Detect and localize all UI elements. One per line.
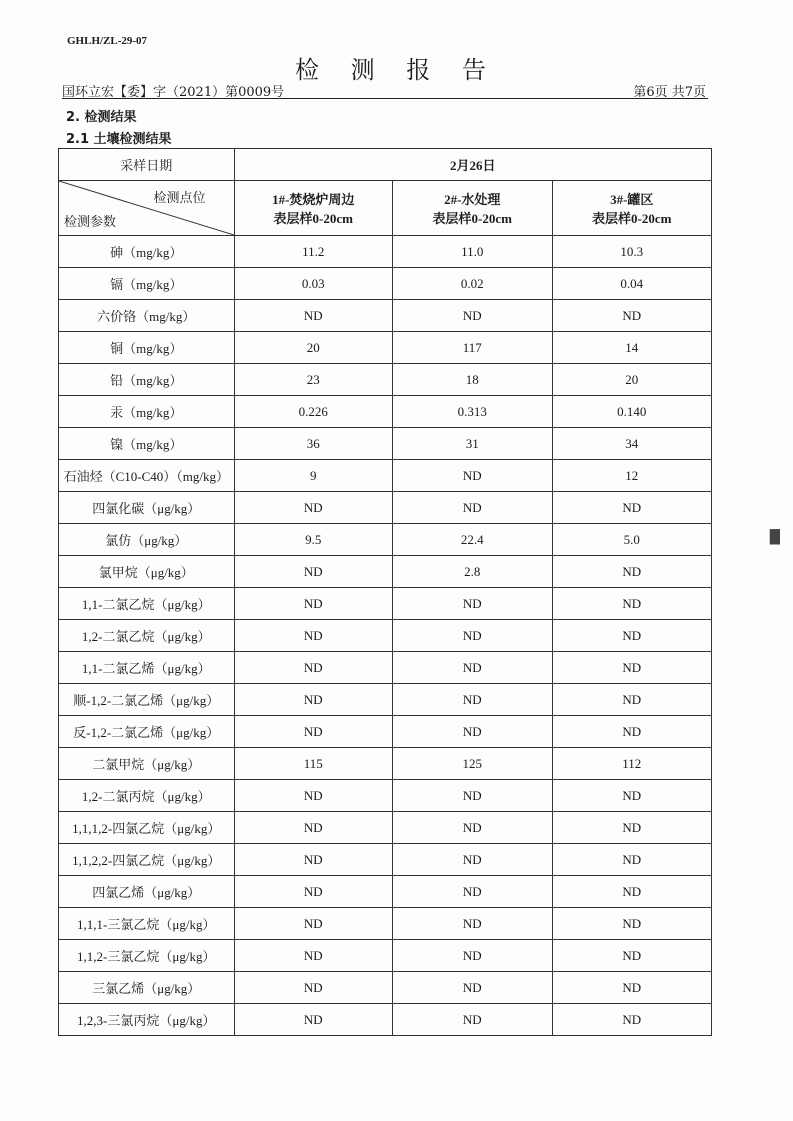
value-cell: ND: [552, 300, 712, 332]
table-row: [59, 876, 712, 908]
value-cell: ND: [234, 684, 392, 716]
seal-fragment: ▖: [770, 515, 790, 545]
value-cell: 11.2: [234, 236, 392, 268]
diagonal-header-cell: [59, 181, 235, 236]
subsection-heading: 2.1 土壤检测结果: [66, 132, 172, 147]
table-row: [59, 588, 712, 620]
parameter-cell: 1,1-二氯乙烷（μg/kg）: [59, 588, 235, 620]
value-cell: ND: [234, 588, 392, 620]
value-cell: ND: [234, 972, 392, 1004]
soil-results-table: [58, 148, 712, 1036]
value-cell: ND: [234, 876, 392, 908]
value-cell: 0.226: [234, 396, 392, 428]
column-site: 1#-焚烧炉周边: [272, 192, 355, 207]
parameter-cell: 六价铬（mg/kg）: [59, 300, 235, 332]
column-header: [393, 181, 552, 236]
parameter-cell: 氯甲烷（μg/kg）: [59, 556, 235, 588]
value-cell: 117: [393, 332, 552, 364]
value-cell: 11.0: [393, 236, 552, 268]
value-cell: 10.3: [552, 236, 712, 268]
value-cell: ND: [552, 940, 712, 972]
value-cell: ND: [552, 780, 712, 812]
value-cell: ND: [552, 684, 712, 716]
value-cell: 34: [552, 428, 712, 460]
value-cell: ND: [234, 716, 392, 748]
value-cell: ND: [552, 492, 712, 524]
parameter-cell: 1,1,1-三氯乙烷（μg/kg）: [59, 908, 235, 940]
parameter-cell: 汞（mg/kg）: [59, 396, 235, 428]
parameter-cell: 反-1,2-二氯乙烯（μg/kg）: [59, 716, 235, 748]
page-info: 第6页 共7页: [633, 85, 706, 100]
value-cell: ND: [393, 908, 552, 940]
parameter-cell: 铜（mg/kg）: [59, 332, 235, 364]
value-cell: ND: [234, 844, 392, 876]
value-cell: 22.4: [393, 524, 552, 556]
table-row: [59, 780, 712, 812]
report-header: [62, 81, 708, 99]
value-cell: ND: [393, 652, 552, 684]
parameter-cell: 1,1,1,2-四氯乙烷（μg/kg）: [59, 812, 235, 844]
value-cell: ND: [393, 844, 552, 876]
value-cell: 31: [393, 428, 552, 460]
value-cell: ND: [552, 716, 712, 748]
value-cell: ND: [234, 940, 392, 972]
column-depth: 表层样0-20cm: [273, 211, 353, 226]
report-title: 检 测 报 告: [295, 56, 498, 84]
value-cell: 12: [552, 460, 712, 492]
table-row: [59, 908, 712, 940]
table-row: [59, 716, 712, 748]
parameter-cell: 砷（mg/kg）: [59, 236, 235, 268]
value-cell: ND: [393, 876, 552, 908]
table-row: [59, 332, 712, 364]
parameter-cell: 1,1-二氯乙烯（μg/kg）: [59, 652, 235, 684]
value-cell: 20: [552, 364, 712, 396]
value-cell: ND: [234, 812, 392, 844]
value-cell: ND: [393, 780, 552, 812]
table-row: [59, 652, 712, 684]
column-header: [234, 181, 392, 236]
table-row: [59, 556, 712, 588]
table-row: [59, 844, 712, 876]
location-axis-label: 检测点位: [153, 190, 206, 205]
table-row: [59, 396, 712, 428]
value-cell: 18: [393, 364, 552, 396]
value-cell: ND: [234, 780, 392, 812]
table-row: [59, 428, 712, 460]
value-cell: ND: [552, 812, 712, 844]
value-cell: ND: [234, 620, 392, 652]
value-cell: 9: [234, 460, 392, 492]
value-cell: ND: [552, 652, 712, 684]
parameter-axis-label: 检测参数: [64, 214, 117, 229]
column-site: 3#-罐区: [610, 192, 654, 207]
parameter-cell: 1,2-二氯丙烷（μg/kg）: [59, 780, 235, 812]
table-row: [59, 1004, 712, 1036]
parameter-cell: 1,1,2,2-四氯乙烷（μg/kg）: [59, 844, 235, 876]
value-cell: ND: [552, 556, 712, 588]
table-row: [59, 460, 712, 492]
value-cell: 0.04: [552, 268, 712, 300]
value-cell: 112: [552, 748, 712, 780]
value-cell: ND: [393, 684, 552, 716]
parameter-cell: 镍（mg/kg）: [59, 428, 235, 460]
value-cell: ND: [393, 460, 552, 492]
value-cell: ND: [393, 972, 552, 1004]
value-cell: 5.0: [552, 524, 712, 556]
date-row: [59, 149, 712, 181]
value-cell: ND: [393, 492, 552, 524]
value-cell: 20: [234, 332, 392, 364]
parameter-cell: 1,2-二氯乙烷（μg/kg）: [59, 620, 235, 652]
parameter-cell: 四氯化碳（μg/kg）: [59, 492, 235, 524]
table-row: [59, 812, 712, 844]
value-cell: ND: [234, 556, 392, 588]
parameter-cell: 顺-1,2-二氯乙烯（μg/kg）: [59, 684, 235, 716]
value-cell: 125: [393, 748, 552, 780]
value-cell: 9.5: [234, 524, 392, 556]
value-cell: 0.03: [234, 268, 392, 300]
value-cell: 36: [234, 428, 392, 460]
value-cell: ND: [393, 620, 552, 652]
table-row: [59, 300, 712, 332]
value-cell: ND: [234, 492, 392, 524]
parameter-cell: 铅（mg/kg）: [59, 364, 235, 396]
parameter-cell: 1,1,2-三氯乙烷（μg/kg）: [59, 940, 235, 972]
date-value: 2月26日: [234, 149, 711, 181]
value-cell: ND: [552, 588, 712, 620]
value-cell: ND: [552, 876, 712, 908]
table-row: [59, 620, 712, 652]
table-row: [59, 492, 712, 524]
section-heading: 2. 检测结果: [66, 110, 137, 125]
table-row: [59, 972, 712, 1004]
parameter-cell: 1,2,3-三氯丙烷（μg/kg）: [59, 1004, 235, 1036]
table-row: [59, 364, 712, 396]
parameter-cell: 二氯甲烷（μg/kg）: [59, 748, 235, 780]
value-cell: ND: [552, 1004, 712, 1036]
parameter-cell: 三氯乙烯（μg/kg）: [59, 972, 235, 1004]
value-cell: ND: [393, 300, 552, 332]
column-depth: 表层样0-20cm: [592, 211, 672, 226]
value-cell: ND: [393, 940, 552, 972]
report-number: 国环立宏【委】字（2021）第0009号: [62, 85, 285, 100]
header-row: [59, 181, 712, 236]
table-row: [59, 940, 712, 972]
column-site: 2#-水处理: [444, 192, 501, 207]
value-cell: 115: [234, 748, 392, 780]
table-row: [59, 524, 712, 556]
value-cell: 0.140: [552, 396, 712, 428]
value-cell: ND: [393, 588, 552, 620]
value-cell: ND: [234, 908, 392, 940]
parameter-cell: 氯仿（μg/kg）: [59, 524, 235, 556]
value-cell: ND: [234, 300, 392, 332]
parameter-cell: 镉（mg/kg）: [59, 268, 235, 300]
value-cell: 23: [234, 364, 392, 396]
value-cell: ND: [393, 812, 552, 844]
column-depth: 表层样0-20cm: [432, 211, 512, 226]
table-row: [59, 268, 712, 300]
value-cell: ND: [234, 652, 392, 684]
value-cell: 14: [552, 332, 712, 364]
table-row: [59, 748, 712, 780]
value-cell: ND: [393, 1004, 552, 1036]
value-cell: ND: [234, 1004, 392, 1036]
value-cell: ND: [552, 972, 712, 1004]
parameter-cell: 四氯乙烯（μg/kg）: [59, 876, 235, 908]
value-cell: ND: [552, 844, 712, 876]
value-cell: ND: [393, 716, 552, 748]
table-row: [59, 236, 712, 268]
value-cell: 0.313: [393, 396, 552, 428]
value-cell: ND: [552, 620, 712, 652]
value-cell: ND: [552, 908, 712, 940]
document-code: GHLH/ZL-29-07: [67, 35, 148, 47]
value-cell: 0.02: [393, 268, 552, 300]
value-cell: 2.8: [393, 556, 552, 588]
parameter-cell: 石油烃（C10-C40）（mg/kg）: [59, 460, 235, 492]
table-row: [59, 684, 712, 716]
column-header: [552, 181, 712, 236]
date-label: 采样日期: [59, 149, 235, 181]
